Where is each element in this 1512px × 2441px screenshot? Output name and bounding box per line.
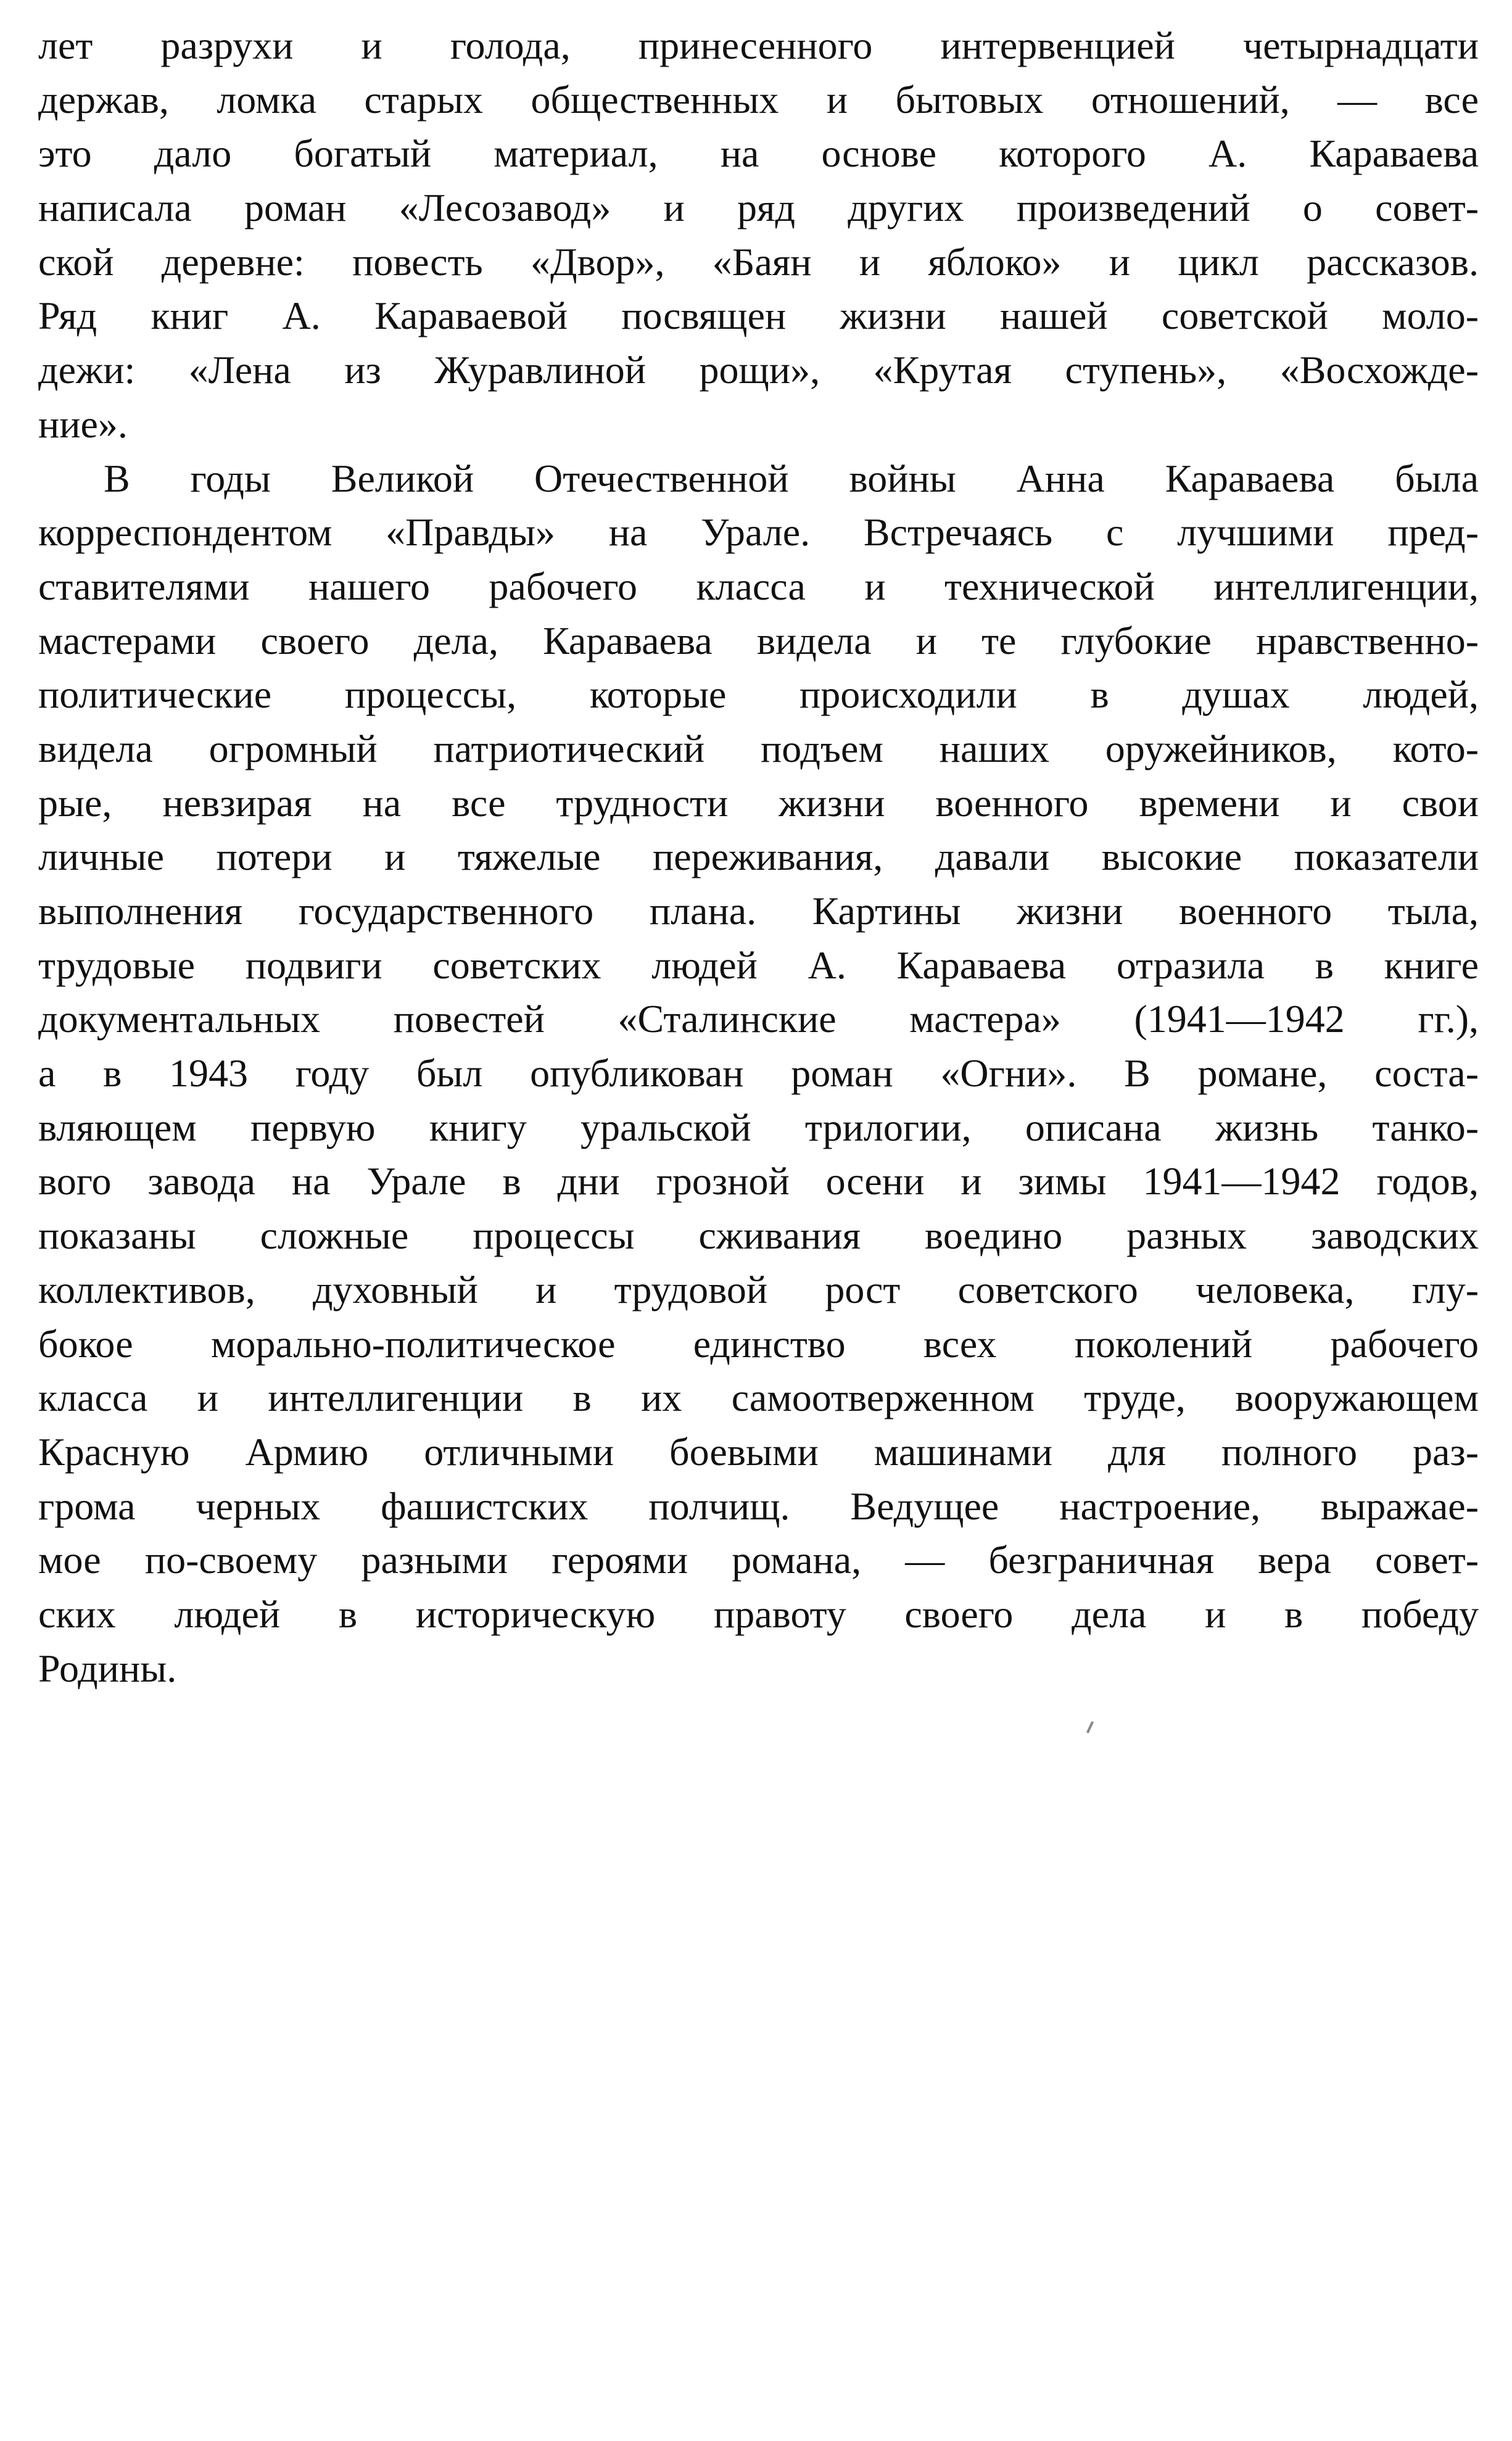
text-line: корреспондентом «Правды» на Урале. Встречаясь с лучшими пред-	[38, 510, 1479, 555]
paragraph-2	[38, 452, 1479, 1696]
text-line: трудовые подвиги советских людей А. Караваева отразила в книге	[38, 943, 1479, 987]
text-line: видела огромный патриотический подъем наших оружейников, кото-	[38, 726, 1479, 770]
text-line: политические процессы, которые происходили в душах людей,	[38, 672, 1479, 717]
text-line: бокое морально-политическое единство всех поколений рабочего	[38, 1321, 1479, 1366]
body-text	[38, 19, 1479, 1695]
text-line: коллективов, духовный и трудовой рост советского человека, глу-	[38, 1267, 1479, 1311]
text-line: а в 1943 году был опубликован роман «Огни». В романе, соста-	[38, 1051, 1479, 1096]
text-line: держав, ломка старых общественных и бытовых отношений, — все	[38, 77, 1479, 122]
text-line: Родины.	[38, 1646, 177, 1690]
text-line: документальных повестей «Сталинские мастера» (1941—1942 гг.),	[38, 997, 1479, 1041]
text-line: показаны сложные процессы сживания воедино разных заводских	[38, 1213, 1479, 1258]
paragraph-1	[38, 19, 1479, 452]
text-line: вого завода на Урале в дни грозной осени и зимы 1941—1942 годов,	[38, 1159, 1479, 1204]
text-line: написала роман «Лесозавод» и ряд других произведений о совет-	[38, 186, 1479, 230]
text-line: грома черных фашистских полчищ. Ведущее настроение, выражае-	[38, 1484, 1479, 1528]
text-line: это дало богатый материал, на основе которого А. Караваева	[38, 131, 1479, 176]
text-line: ставителями нашего рабочего класса и технической интеллигенции,	[38, 564, 1479, 608]
text-line: В годы Великой Отечественной войны Анна Караваева была	[104, 456, 1479, 500]
text-line: дежи: «Лена из Журавлиной рощи», «Крутая ступень», «Восхожде-	[38, 348, 1479, 392]
text-line: ских людей в историческую правоту своего дела и в победу	[38, 1592, 1479, 1636]
text-line: вляющем первую книгу уральской трилогии, описана жизнь танко-	[38, 1105, 1479, 1149]
text-line: класса и интеллигенции в их самоотверженном труде, вооружающем	[38, 1376, 1479, 1420]
text-line: Ряд книг А. Караваевой посвящен жизни нашей советской моло-	[38, 294, 1479, 338]
text-line: личные потери и тяжелые переживания, давали высокие показатели	[38, 835, 1479, 879]
text-line: ние».	[38, 402, 128, 446]
text-line: ской деревне: повесть «Двор», «Баян и яблоко» и цикл рассказов.	[38, 239, 1479, 284]
text-line: лет разрухи и голода, принесенного интервенцией четырнадцати	[38, 23, 1479, 67]
scan-speck	[1086, 1721, 1094, 1733]
text-line: рые, невзирая на все трудности жизни военного времени и свои	[38, 780, 1479, 825]
text-line: Красную Армию отличными боевыми машинами для полного раз-	[38, 1429, 1479, 1474]
text-line: выполнения государственного плана. Картины жизни военного тыла,	[38, 889, 1479, 933]
text-line: мастерами своего дела, Караваева видела и те глубокие нравственно-	[38, 618, 1479, 663]
text-line: мое по-своему разными героями романа, — безграничная вера совет-	[38, 1538, 1479, 1582]
